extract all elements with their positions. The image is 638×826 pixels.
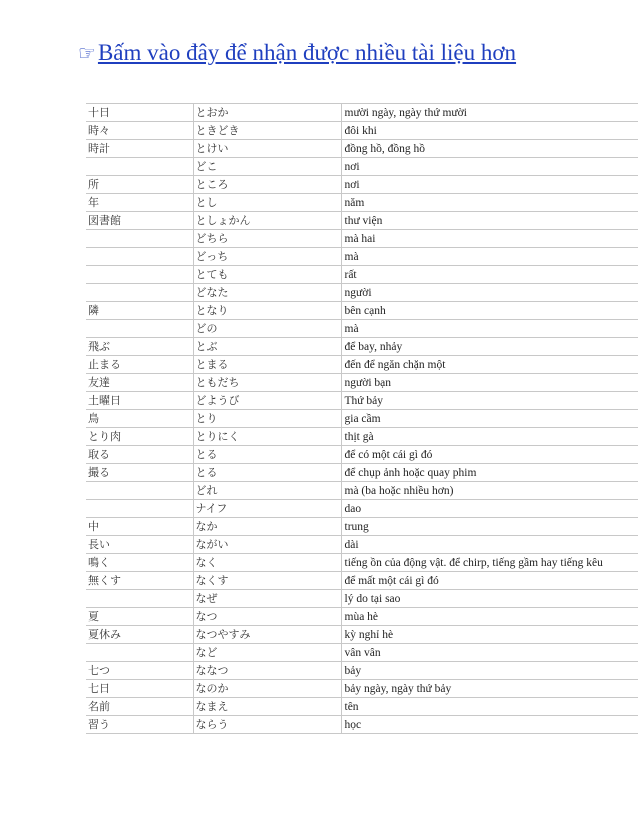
table-row [86,554,638,572]
kana-cell: なのか [193,680,341,698]
kana-cell: どようび [193,392,341,410]
table-row [86,518,638,536]
meaning-cell: mà (ba hoặc nhiều hơn) [341,482,638,500]
kana-cell: とる [193,446,341,464]
meaning-cell: mùa hè [341,608,638,626]
kanji-cell: 七つ [86,662,193,680]
kana-cell: どこ [193,158,341,176]
kanji-cell: 十日 [86,104,193,122]
meaning-cell: lý do tại sao [341,590,638,608]
table-row [86,662,638,680]
meaning-cell: thịt gà [341,428,638,446]
kanji-cell: 所 [86,176,193,194]
kanji-cell [86,590,193,608]
meaning-cell: thư viện [341,212,638,230]
meaning-cell: đến để ngăn chặn một [341,356,638,374]
table-row [86,680,638,698]
meaning-cell: kỳ nghỉ hè [341,626,638,644]
kanji-cell: 土曜日 [86,392,193,410]
kanji-cell: 夏 [86,608,193,626]
kana-cell: とし [193,194,341,212]
meaning-cell: để có một cái gì đó [341,446,638,464]
kanji-cell: 止まる [86,356,193,374]
meaning-cell: đồng hồ, đồng hồ [341,140,638,158]
kana-cell: ながい [193,536,341,554]
meaning-cell: trung [341,518,638,536]
vocabulary-table [86,103,638,734]
table-row [86,716,638,734]
kana-cell: とる [193,464,341,482]
table-row [86,428,638,446]
table-row [86,590,638,608]
meaning-cell: bảy [341,662,638,680]
table-row [86,392,638,410]
table-row [86,464,638,482]
kanji-cell: 時計 [86,140,193,158]
meaning-cell: tên [341,698,638,716]
meaning-cell: học [341,716,638,734]
kanji-cell: 飛ぶ [86,338,193,356]
kana-cell: ところ [193,176,341,194]
meaning-cell: mười ngày, ngày thứ mười [341,104,638,122]
kanji-cell: 名前 [86,698,193,716]
kana-cell: とまる [193,356,341,374]
meaning-cell: đôi khi [341,122,638,140]
kanji-cell [86,266,193,284]
kanji-cell: 取る [86,446,193,464]
kanji-cell: 長い [86,536,193,554]
table-row [86,626,638,644]
table-row [86,410,638,428]
meaning-cell: Thứ bảy [341,392,638,410]
kanji-cell [86,482,193,500]
meaning-cell: nơi [341,176,638,194]
table-row [86,122,638,140]
meaning-cell: năm [341,194,638,212]
meaning-cell: bên cạnh [341,302,638,320]
table-row [86,644,638,662]
pointing-hand-icon: ☞ [78,41,96,65]
table-row [86,374,638,392]
kanji-cell [86,230,193,248]
kana-cell: ならう [193,716,341,734]
kana-cell: とぶ [193,338,341,356]
kanji-cell [86,320,193,338]
table-row [86,104,638,122]
kanji-cell [86,284,193,302]
kanji-cell: 時々 [86,122,193,140]
table-row [86,572,638,590]
download-more-link-text[interactable]: Bấm vào đây để nhận được nhiều tài liệu hơn [97,40,517,65]
meaning-cell: người [341,284,638,302]
table-row [86,356,638,374]
meaning-cell: mà [341,320,638,338]
kana-cell: どちら [193,230,341,248]
kana-cell: どれ [193,482,341,500]
table-row [86,446,638,464]
kana-cell: なつやすみ [193,626,341,644]
kana-cell: どなた [193,284,341,302]
meaning-cell: vân vân [341,644,638,662]
meaning-cell: người bạn [341,374,638,392]
meaning-cell: gia cầm [341,410,638,428]
kana-cell: となり [193,302,341,320]
table-row [86,176,638,194]
meaning-cell: để bay, nhảy [341,338,638,356]
meaning-cell: nơi [341,158,638,176]
meaning-cell: để mất một cái gì đó [341,572,638,590]
kanji-cell [86,158,193,176]
kana-cell: なか [193,518,341,536]
kanji-cell: 鳥 [86,410,193,428]
meaning-cell: rất [341,266,638,284]
kana-cell: とけい [193,140,341,158]
kanji-cell: とり肉 [86,428,193,446]
kana-cell: どっち [193,248,341,266]
kana-cell: なまえ [193,698,341,716]
kana-cell: とても [193,266,341,284]
kanji-cell [86,248,193,266]
meaning-cell: mà [341,248,638,266]
table-row [86,500,638,518]
kanji-cell: 鳴く [86,554,193,572]
kana-cell: なくす [193,572,341,590]
table-row [86,320,638,338]
table-row [86,482,638,500]
table-row [86,266,638,284]
meaning-cell: bảy ngày, ngày thứ bảy [341,680,638,698]
kana-cell: なく [193,554,341,572]
table-row [86,248,638,266]
table-row [86,140,638,158]
kana-cell: とおか [193,104,341,122]
table-row [86,698,638,716]
meaning-cell: mà hai [341,230,638,248]
kana-cell: ナイフ [193,500,341,518]
kanji-cell: 年 [86,194,193,212]
table-row [86,284,638,302]
kana-cell: ともだち [193,374,341,392]
kana-cell: ななつ [193,662,341,680]
kanji-cell: 七日 [86,680,193,698]
kana-cell: どの [193,320,341,338]
meaning-cell: tiếng ồn của động vật. để chirp, tiếng gầm hay tiếng kêu [341,554,638,572]
table-row [86,608,638,626]
kanji-cell: 撮る [86,464,193,482]
kana-cell: など [193,644,341,662]
kana-cell: とりにく [193,428,341,446]
table-row [86,230,638,248]
kana-cell: なつ [193,608,341,626]
table-row [86,536,638,554]
kanji-cell [86,500,193,518]
meaning-cell: dài [341,536,638,554]
table-row [86,302,638,320]
kanji-cell: 友達 [86,374,193,392]
kanji-cell: 中 [86,518,193,536]
kanji-cell: 夏休み [86,626,193,644]
kanji-cell: 図書館 [86,212,193,230]
meaning-cell: để chụp ảnh hoặc quay phim [341,464,638,482]
download-more-link[interactable] [78,40,516,66]
kanji-cell: 隣 [86,302,193,320]
table-row [86,212,638,230]
vocabulary-table-body [86,104,638,734]
table-row [86,194,638,212]
kana-cell: なぜ [193,590,341,608]
kana-cell: ときどき [193,122,341,140]
kana-cell: とり [193,410,341,428]
table-row [86,158,638,176]
table-row [86,338,638,356]
meaning-cell: dao [341,500,638,518]
kana-cell: としょかん [193,212,341,230]
kanji-cell: 習う [86,716,193,734]
kanji-cell [86,644,193,662]
kanji-cell: 無くす [86,572,193,590]
